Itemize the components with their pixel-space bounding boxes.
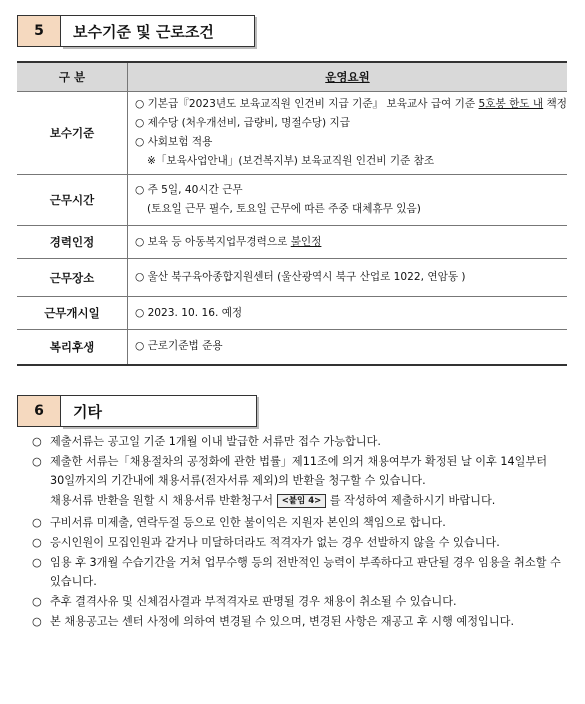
row-value-line: ○ 기본급『2023년도 보육교직원 인건비 지급 기준』 보육교사 급여 기준 5호봉 한도 내 책정	[134, 98, 567, 110]
table-row	[17, 330, 567, 365]
row-value-line: ○ 2023. 10. 16. 예정	[134, 306, 243, 319]
row-value	[127, 175, 567, 226]
table-row	[17, 92, 567, 175]
underlined-text: 불인정	[290, 235, 322, 248]
section6-header	[17, 395, 257, 427]
circle-bullet-icon: ○	[32, 615, 42, 628]
circle-bullet-icon: ○	[32, 595, 42, 608]
table-header-row	[17, 62, 567, 92]
working-conditions-table	[17, 61, 567, 366]
underlined-text: 5호봉 한도 내	[478, 98, 544, 110]
row-label: 복리후생	[17, 330, 127, 365]
other-notes-list	[32, 432, 562, 632]
list-item-continuation: 채용서류 반환을 원할 시 채용서류 반환청구서 <붙임 4> 를 작성하여 제출하시기 바랍니다.	[50, 494, 496, 507]
row-value-line: ○ 울산 북구육아종합지원센터 (울산광역시 북구 산업로 1022, 연암동 )	[134, 271, 466, 283]
section5-header	[17, 15, 255, 47]
table-row	[17, 226, 567, 259]
table-row	[17, 297, 567, 330]
list-item	[32, 612, 562, 631]
table-row	[17, 175, 567, 226]
attachment-tag: <붙임 4>	[277, 494, 327, 508]
list-item-text: 구비서류 미제출, 연락두절 등으로 인한 불이익은 지원자 본인의 책임으로 합니다.	[50, 516, 446, 529]
circle-bullet-icon: ○	[32, 516, 42, 529]
row-label: 근무개시일	[17, 297, 127, 330]
circle-bullet-icon: ○	[32, 455, 42, 468]
row-label: 근무장소	[17, 259, 127, 297]
section6-number: 6	[17, 395, 61, 427]
row-value	[127, 330, 567, 365]
list-item	[32, 452, 562, 490]
header-staff: 운영요원	[127, 62, 567, 92]
circle-bullet-icon: ○	[32, 435, 42, 448]
row-value-line: (토요일 근무 필수, 토요일 근무에 따른 주중 대체휴무 있음)	[146, 203, 421, 215]
row-label: 근무시간	[17, 175, 127, 226]
row-value-line: ○ 주 5일, 40시간 근무	[134, 184, 243, 196]
list-item-text: 제출한 서류는「채용절차의 공정화에 관한 법률」제11조에 의거 채용여부가 확정된 날 이후 14일부터 30일까지의 기간내에 채용서류(전자서류 제외)의 반환을 청구할 수 있습니다.	[50, 455, 548, 487]
row-value	[127, 92, 567, 175]
list-item-text: 제출서류는 공고일 기준 1개월 이내 발급한 서류만 접수 가능합니다.	[50, 435, 381, 448]
circle-bullet-icon: ○	[32, 556, 42, 569]
list-item	[32, 533, 562, 552]
table-row	[17, 259, 567, 297]
row-value-line: ○ 근로기준법 준용	[134, 340, 223, 353]
row-value	[127, 226, 567, 259]
circle-bullet-icon: ○	[32, 536, 42, 549]
list-item	[32, 592, 562, 611]
row-value-line: ○ 사회보험 적용	[134, 136, 213, 148]
list-item-text: 임용 후 3개월 수습기간을 거쳐 업무수행 등의 전반적인 능력이 부족하다고 판단될 경우 임용을 취소할 수 있습니다.	[50, 556, 561, 588]
list-item-text: 추후 결격사유 및 신체검사결과 부적격자로 판명될 경우 채용이 취소될 수 있습니다.	[50, 595, 457, 608]
header-category: 구 분	[17, 62, 127, 92]
row-value	[127, 297, 567, 330]
row-label: 경력인정	[17, 226, 127, 259]
row-value-line: ※「보육사업안내」(보건복지부) 보육교직원 인건비 기준 참조	[146, 155, 435, 167]
row-value	[127, 259, 567, 297]
row-value-line: ○ 제수당 (처우개선비, 급량비, 명절수당) 지급	[134, 117, 351, 129]
section5-number: 5	[17, 15, 61, 47]
row-value-line: ○ 보육 등 아동복지업무경력으로 불인정	[134, 235, 322, 248]
list-item	[32, 513, 562, 532]
list-item-text: 응시인원이 모집인원과 같거나 미달하더라도 적격자가 없는 경우 선발하지 않을 수 있습니다.	[50, 536, 500, 549]
list-item	[32, 432, 562, 451]
list-item-text: 본 채용공고는 센터 사정에 의하여 변경될 수 있으며, 변경된 사항은 재공고 후 시행 예정입니다.	[50, 615, 515, 628]
section5-title: 보수기준 및 근로조건	[61, 15, 255, 47]
section6-title: 기타	[61, 395, 257, 427]
list-item	[32, 553, 562, 591]
row-label: 보수기준	[17, 92, 127, 175]
